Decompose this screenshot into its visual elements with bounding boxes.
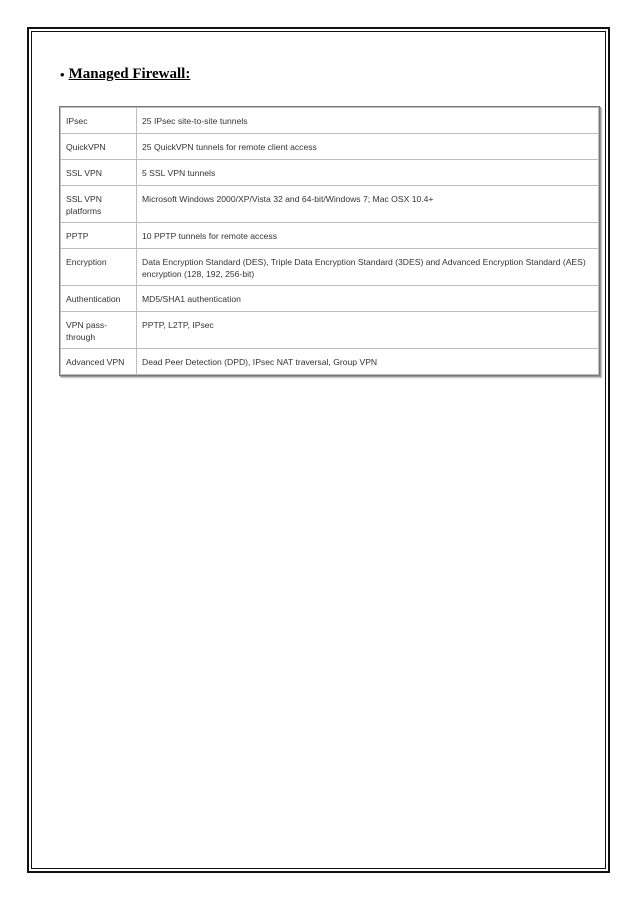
- spec-table-container: [59, 106, 600, 376]
- table-row: [61, 249, 599, 286]
- row-value: Data Encryption Standard (DES), Triple Data Encryption Standard (3DES) and Advanced Encryption Standard (AES) encryption (128, 192, 256-bit): [137, 249, 599, 286]
- row-label: Authentication: [61, 286, 137, 312]
- row-value: 5 SSL VPN tunnels: [137, 160, 599, 186]
- row-label: PPTP: [61, 223, 137, 249]
- section-heading: [60, 66, 190, 83]
- row-label: QuickVPN: [61, 134, 137, 160]
- table-row: [61, 349, 599, 375]
- bullet-icon: •: [60, 66, 65, 82]
- table-row: [61, 134, 599, 160]
- row-value: PPTP, L2TP, IPsec: [137, 312, 599, 349]
- row-value: 25 IPsec site-to-site tunnels: [137, 108, 599, 134]
- section-title: Managed Firewall:: [68, 66, 191, 82]
- row-value: MD5/SHA1 authentication: [137, 286, 599, 312]
- row-value: 10 PPTP tunnels for remote access: [137, 223, 599, 249]
- table-row: [61, 286, 599, 312]
- row-value: 25 QuickVPN tunnels for remote client access: [137, 134, 599, 160]
- table-row: [61, 186, 599, 223]
- table-row: [61, 223, 599, 249]
- table-row: [61, 312, 599, 349]
- table-row: [61, 108, 599, 134]
- row-label: IPsec: [61, 108, 137, 134]
- row-value: Dead Peer Detection (DPD), IPsec NAT traversal, Group VPN: [137, 349, 599, 375]
- row-label: Advanced VPN: [61, 349, 137, 375]
- spec-table: [60, 107, 599, 375]
- row-label: Encryption: [61, 249, 137, 286]
- row-value: Microsoft Windows 2000/XP/Vista 32 and 64-bit/Windows 7; Mac OSX 10.4+: [137, 186, 599, 223]
- table-row: [61, 160, 599, 186]
- row-label: SSL VPN: [61, 160, 137, 186]
- row-label: SSL VPN platforms: [61, 186, 137, 223]
- row-label: VPN pass-through: [61, 312, 137, 349]
